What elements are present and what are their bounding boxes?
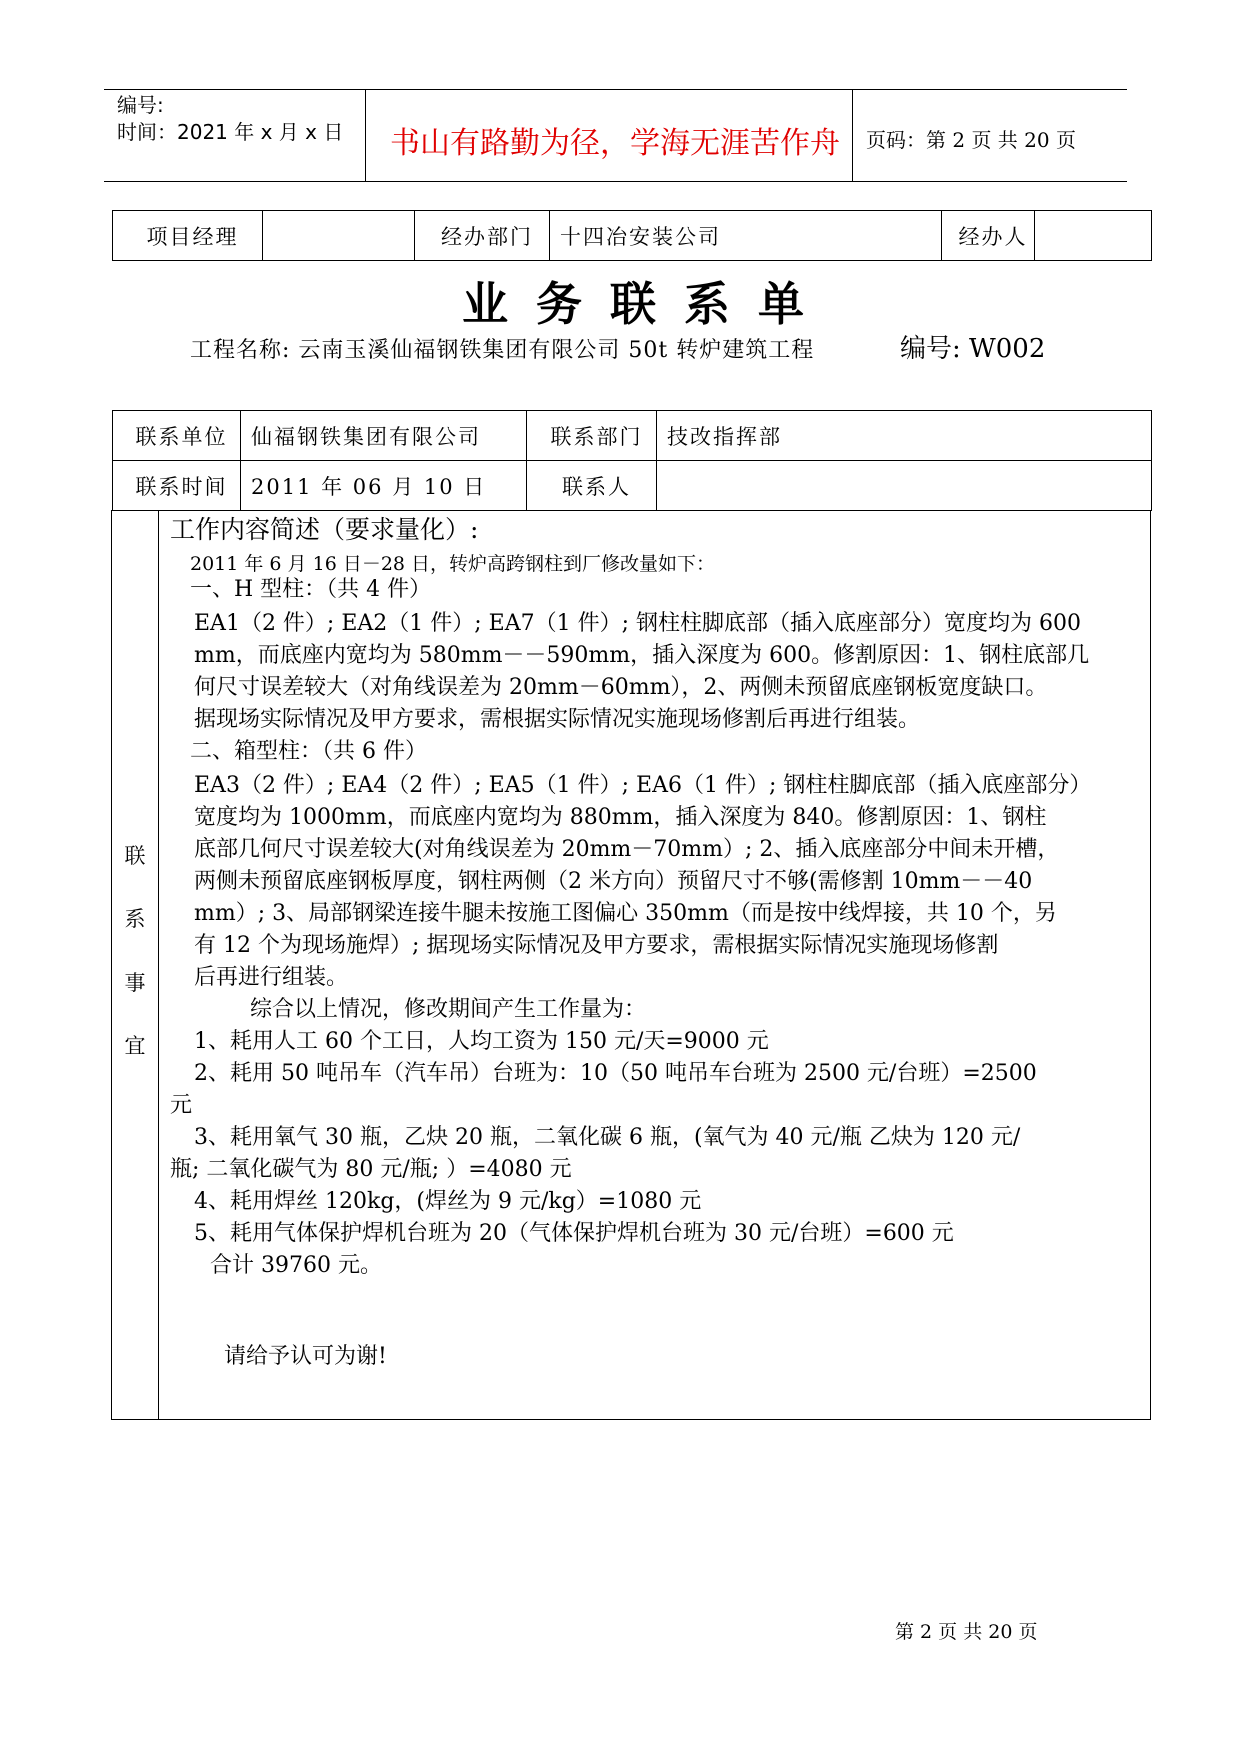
handling-dept-label: 经办部门 [415, 211, 550, 261]
document-number: 编号: W002 [900, 334, 1046, 364]
contact-dept-label: 联系部门 [527, 411, 657, 461]
side-label-char: 联 [124, 844, 146, 868]
content-line: mm）; 3、局部钢梁连接牛腿未按施工图偏心 350mm（而是按中线焊接，共 10 个，另 [194, 901, 1057, 926]
page-footer: 第 2 页 共 20 页 [895, 1621, 1038, 1643]
contact-table [112, 410, 1152, 511]
handler-label: 经办人 [942, 211, 1035, 261]
content-line: 3、耗用氧气 30 瓶，乙炔 20 瓶，二氧化碳 6 瓶，(氧气为 40 元/瓶 乙炔为 120 元/ [194, 1125, 1021, 1150]
header-divider-right [852, 90, 853, 182]
header-divider-left [365, 90, 366, 182]
handling-dept-value: 十四冶安装公司 [550, 211, 942, 261]
content-line: EA1（2 件）; EA2（1 件）; EA7（1 件）; 钢柱柱脚底部（插入底座部分）宽度均为 600 [194, 611, 1082, 636]
header-number-label: 编号: [117, 93, 164, 117]
side-label-char: 事 [124, 971, 146, 995]
content-total: 合计 39760 元。 [210, 1253, 382, 1278]
content-line: 底部几何尺寸误差较大(对角线误差为 20mm－70mm）; 2、插入底座部分中间未开槽， [194, 837, 1060, 862]
content-line: 据现场实际情况及甲方要求，需根据实际情况实施现场修割后再进行组装。 [194, 707, 921, 732]
handler-value [1035, 211, 1152, 261]
content-line: 一、H 型柱：（共 4 件） [190, 577, 432, 602]
contact-unit-label: 联系单位 [113, 411, 241, 461]
manager-label: 项目经理 [113, 211, 263, 261]
page-title: 业务联系单 [462, 277, 832, 331]
side-label-column [111, 510, 159, 1420]
content-line: 4、耗用焊丝 120kg，(焊丝为 9 元/kg）=1080 元 [194, 1189, 702, 1214]
content-heading: 工作内容简述（要求量化）: [170, 515, 479, 544]
project-name-line: 工程名称: 云南玉溪仙福钢铁集团有限公司 50t 转炉建筑工程 [190, 338, 815, 363]
header-time-label: 时间：2021 年 x 月 x 日 [117, 120, 344, 144]
content-line: 两侧未预留底座钢板厚度，钢柱两侧（2 米方向）预留尺寸不够(需修割 10mm－－40 [194, 869, 1033, 894]
contact-person-label: 联系人 [527, 461, 657, 511]
content-line: 二、箱型柱：（共 6 件） [190, 739, 427, 764]
contact-time-label: 联系时间 [113, 461, 241, 511]
content-line: EA3（2 件）; EA4（2 件）; EA5（1 件）; EA6（1 件）; 钢柱柱脚底部（插入底座部分） [194, 773, 1092, 798]
content-closing: 请给予认可为谢! [224, 1344, 387, 1369]
content-line: 瓶; 二氧化碳气为 80 元/瓶; ）=4080 元 [170, 1157, 572, 1182]
content-line: 何尺寸误差较大（对角线误差为 20mm－60mm），2、两侧未预留底座钢板宽度缺口。 [194, 675, 1048, 700]
side-label-char: 宜 [124, 1034, 146, 1058]
contact-person-value [657, 461, 1152, 511]
header-page-info: 页码：第 2 页 共 20 页 [866, 128, 1076, 152]
contact-dept-value: 技改指挥部 [657, 411, 1152, 461]
contact-unit-value: 仙福钢铁集团有限公司 [241, 411, 527, 461]
header-bottom-rule [104, 181, 1127, 182]
content-line: 宽度均为 1000mm，而底座内宽均为 880mm，插入深度为 840。修割原因：1、钢柱 [194, 805, 1047, 830]
content-line: 综合以上情况，修改期间产生工作量为： [194, 997, 646, 1022]
content-line: 5、耗用气体保护焊机台班为 20（气体保护焊机台班为 30 元/台班）=600 元 [194, 1221, 954, 1246]
manager-value [263, 211, 415, 261]
content-line: 1、耗用人工 60 个工日，人均工资为 150 元/天=9000 元 [194, 1029, 769, 1054]
content-line: mm，而底座内宽均为 580mm－－590mm，插入深度为 600。修割原因：1、钢柱底部几 [194, 643, 1090, 668]
manager-table [112, 210, 1152, 261]
header-motto: 书山有路勤为径，学海无涯苦作舟 [390, 126, 840, 161]
content-line: 后再进行组装。 [194, 965, 349, 990]
content-line: 有 12 个为现场施焊）; 据现场实际情况及甲方要求，需根据实际情况实施现场修割 [194, 933, 999, 958]
content-line: 元 [170, 1093, 193, 1118]
header-top-rule [104, 89, 1127, 90]
content-intro: 2011 年 6 月 16 日－28 日，转炉高跨钢柱到厂修改量如下： [190, 553, 716, 575]
side-label-char: 系 [124, 907, 146, 931]
contact-time-value: 2011 年 06 月 10 日 [241, 461, 527, 511]
content-line: 2、耗用 50 吨吊车（汽车吊）台班为：10（50 吨吊车台班为 2500 元/台班）=2500 [194, 1061, 1037, 1086]
